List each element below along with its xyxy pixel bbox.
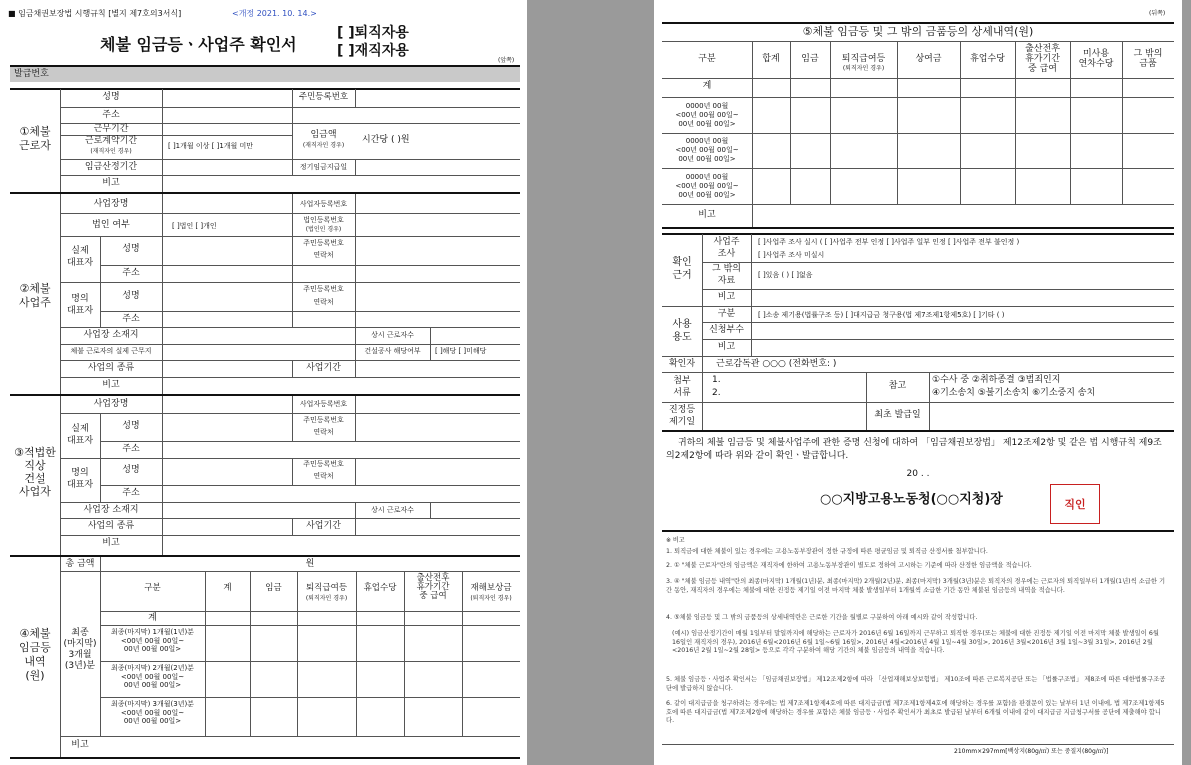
paper-spec: 210mm×297mm[백상지(80g/㎡) 또는 중질지(80g/㎡)] [954, 748, 1109, 755]
s5-row1-label: 0000년 00월 <00년 00월 00일~ 00년 00월 00일> [675, 102, 739, 128]
s4-header-5: 출산전후 휴가기간 중 급여 [416, 573, 450, 601]
s5-header-4: 상여금 [915, 54, 942, 64]
type-employee: [ ]재직자용 [337, 43, 409, 59]
corp-type-options[interactable]: [ ]법인 [ ]개인 [172, 222, 217, 230]
s4-header-0: 구분 [144, 583, 161, 593]
notes-title: ※ 비고 [666, 537, 685, 544]
real-rep-address-label: 주소 [122, 268, 140, 278]
form-back-page [654, 0, 1182, 765]
type-retiree: [ ]퇴직자용 [337, 25, 409, 41]
contractor-nominal-rep-name-label: 성명 [122, 465, 140, 475]
issue-date: 20 . . [906, 469, 930, 479]
s4-row2-period: <00년 00월 00일~ 00년 00월 00일> [120, 673, 185, 689]
note-item: 4. ⑤체불 임금등 및 그 밖의 금품등의 상세내역란은 근로한 기간을 월별로 구분하여 아래 예시와 같이 작성합니다. [666, 614, 978, 621]
contractor-biz-reg-label: 사업자등록번호 [299, 400, 348, 408]
no-investigation-option[interactable]: [ ]사업주 조사 미실시 [758, 251, 825, 259]
biz-location-label: 사업장 소재지 [83, 330, 139, 340]
form-front-page [0, 0, 527, 765]
s4-header-6: 재해보상금 [470, 583, 512, 593]
use-label: 사용 용도 [672, 319, 692, 343]
issue-number-label: 발급번호 [14, 69, 49, 79]
nominal-rep-rrn-label: 주민등록번호 [303, 285, 344, 293]
back-side-label: (뒤쪽) [1149, 10, 1166, 17]
s5-header-5: 휴업수당 [970, 54, 1005, 64]
copies-label: 신청부수 [709, 325, 744, 335]
s5-remark-label: 비고 [698, 210, 716, 220]
s4-header-1: 계 [223, 583, 232, 593]
employer-biz-name-label: 사업장명 [93, 199, 129, 209]
worker-address-field[interactable] [163, 108, 519, 123]
contractor-biz-type-label: 사업의 종류 [87, 521, 135, 531]
contractor-real-rep-label: 실제 대표자 [66, 424, 94, 446]
section3-title: ③적법한 직상 건설 사업자 [14, 446, 56, 498]
s5-header-3: 퇴직급여등 [841, 54, 886, 64]
nominal-rep-contact-label: 연락처 [313, 298, 334, 306]
work-period-label: 근무기간 [93, 124, 129, 134]
contractor-nominal-rep-contact-label: 연락처 [313, 472, 334, 480]
s5-header-1: 합계 [762, 54, 780, 64]
s4-row3-period: <00년 00월 00일~ 00년 00월 00일> [120, 709, 185, 725]
s4-header-4: 휴업수당 [363, 583, 397, 593]
contractor-nominal-rep-address-label: 주소 [122, 488, 140, 498]
biz-type-label: 사업의 종류 [87, 363, 135, 373]
s5-header-0: 구분 [698, 54, 716, 64]
contract-period-options[interactable]: [ ]1개월 이상 [ ]1개월 미만 [168, 142, 254, 150]
worker-name-field[interactable] [163, 90, 291, 106]
real-rep-label: 실제 대표자 [66, 246, 94, 268]
attachment-2: 2. [712, 388, 721, 398]
s4-remark-label: 비고 [71, 740, 89, 750]
real-rep-name-label: 성명 [122, 244, 140, 254]
note-item: 3. ④ "체불 임금등 내역"란의 최종(마지막) 1개월(1년)분, 최종(마지막) 2개월(2년)분, 최종(마지막) 3개월(3년)분은 퇴직자의 경우에는 근로자의 퇴직일부터 1개월(1년)씩 소급한 기간 동안, 재직자의 경우에는 체불에 대한 진정등 제기일 이전 마지막 체불 발생일부터 1개월씩 소급한 기간 동안 체불된 임금등의 내역을 적습니다. [666, 578, 1166, 594]
wage-label: 임금액 [310, 130, 337, 140]
nominal-rep-name-label: 성명 [122, 291, 140, 301]
s4-row2-label: 최종(마지막) 2개월(2년)분 [111, 664, 194, 672]
regular-workers-label: 상시 근로자수 [371, 331, 414, 339]
s5-row2-label: 0000년 00월 <00년 00월 00일~ 00년 00월 00일> [675, 137, 739, 163]
nominal-rep-label: 명의 대표자 [66, 294, 94, 316]
contractor-biz-period-label: 사업기간 [306, 521, 341, 531]
s4-row1-label: 최종(마지막) 1개월(1년)분 [111, 628, 194, 636]
s4-header-note-6: (퇴직자인 경우) [470, 595, 512, 602]
employer-biz-reg-label: 사업자등록번호 [299, 200, 348, 208]
investigation-label: 사업주 조사 [713, 237, 740, 259]
note-item: 5. 체불 임금등ㆍ사업주 확인서는 「임금채권보장법」 제12조제2항에 따라 「산업재해보상보험법」 제10조에 따른 근로복지공단 또는 「법률구조법」 제8조에 따른 대한법률구조공단에 발급하지 않습니다. [666, 676, 1166, 692]
contractor-remark-label: 비고 [102, 538, 120, 548]
issuance-statement: 귀하의 체불 임금등 및 체불사업주에 관한 증명 신청에 대하여 「임금채권보장법」 제12조제2항 및 같은 법 시행규칙 제9조의2제2항에 따라 위와 같이 확인ㆍ발급합니다. [666, 438, 1162, 461]
s5-header-2: 임금 [801, 54, 819, 64]
other-material-label: 그 밖의 자료 [712, 264, 741, 286]
note-item: 2. ① "체불 근로자"란의 임금액은 재직자에 한하여 고용노동부장관이 별도로 정하여 고시하는 기준에 따라 산정한 임금액을 적습니다. [666, 562, 1032, 569]
investigation-options[interactable]: [ ]사업주 조사 실시 ( [ ]사업주 전부 인정 [ ]사업주 일부 인정 [ ]사업주 전부 불인정 ) [758, 238, 1020, 246]
s4-header-note-3: (퇴직자인 경우) [305, 595, 348, 602]
note-item: 6. 같이 대지급금을 청구하려는 경우에는 법 제7조제1항제4호에 따른 대지급금(법 제7조제1항제4호에 해당하는 경우를 포함)을 판결문이 있는 날부터 1년 이내에, 법 제7조제1항제5호에 따른 대지급금(법 제7조제2항에 해당하는 경우를 포함)은 체불 임금등ㆍ사업주 확인서가 최초로 발급된 날부터 6개월 이내에 같이 대지급금 지급청구서를 공단에 제출해야 합니다. [666, 700, 1165, 724]
s5-row3-label: 0000년 00월 <00년 00월 00일~ 00년 00월 00일> [675, 173, 739, 199]
contractor-location-label: 사업장 소재지 [83, 505, 139, 515]
form-title: 체불 임금등ㆍ사업주 확인서 [100, 35, 297, 54]
worker-rrn-field[interactable] [356, 90, 519, 106]
contractor-nominal-rep-rrn-label: 주민등록번호 [303, 460, 344, 468]
reference-label: 참고 [888, 381, 907, 391]
s5-header-6: 출산전후 휴가기간 중 급여 [1025, 44, 1060, 74]
s5-sum-label: 계 [702, 81, 712, 91]
note-item: 1. 퇴직금에 대한 체불이 있는 경우에는 고용노동부장관이 정한 규정에 따른 평균임금 및 퇴직금 산정서를 첨부합니다. [666, 548, 988, 555]
other-material-options[interactable]: [ ]있음 ( ) [ ]없음 [758, 271, 813, 279]
nominal-rep-address-label: 주소 [122, 314, 140, 324]
basis-remark-label: 비고 [717, 292, 736, 302]
s4-row1-period: <00년 00월 00일~ 00년 00월 00일> [120, 637, 185, 653]
worker-rrn-label: 주민등록번호 [298, 92, 349, 102]
basis-label: 확인 근거 [672, 257, 692, 281]
section2-title: ②체불 사업주 [19, 282, 51, 309]
total-amount-label: 총 금액 [65, 559, 95, 569]
worker-remark-label: 비고 [102, 178, 120, 188]
contractor-real-rep-address-label: 주소 [122, 444, 140, 454]
issuing-office: ○○지방고용노동청(○○지청)장 [820, 492, 1003, 507]
front-side-label: (앞쪽) [498, 57, 515, 64]
s4-header-2: 임금 [265, 583, 282, 593]
total-amount-won: 원 [305, 559, 315, 569]
s4-header-3: 퇴직급여등 [305, 583, 348, 593]
use-type-label: 구분 [717, 309, 736, 319]
corp-reg-note: (법인인 경우) [305, 226, 342, 233]
corp-type-label: 법인 여부 [92, 220, 130, 230]
real-rep-rrn-label: 주민등록번호 [303, 239, 344, 247]
reference-line-1: ①수사 중 ②취하종결 ③범죄인지 [932, 375, 1061, 385]
attachments-label: 첨부 서류 [673, 376, 691, 398]
contractor-real-rep-rrn-label: 주민등록번호 [303, 416, 344, 424]
contract-period-note: (재직자인 경우) [90, 148, 132, 155]
regular-payday-label: 정기임금지급일 [299, 163, 348, 171]
confirmer-value: 근로감독관 ○○○ (전화번호: ) [716, 359, 837, 369]
construction-options[interactable]: [ ]해당 [ ]미해당 [435, 347, 487, 355]
last-three-months-label: 최종 (마지막) 3개월 (3년)분 [63, 628, 97, 671]
s5-header-note-3: (퇴직자인 경우) [842, 65, 885, 72]
note-item: (예시) 임금산정기간이 매월 1일부터 말일까지에 해당하는 근로자가 2016년 6월 16일까지 근무하고 퇴직한 경우(또는 체불에 대한 진정등 제기일 이전 마지막 체불 발생일이 6월 16일인 재직자의 경우), 2016년 6월<2016년 6월 1일~6월 16일>, 2016년 4월<2016년 4월 1일~4월 30일>, 2016년 3월<2016년 3월 1일~3월 31일>, 2016년 2월<2016년 2월 1일~2월 28일> 등으로 각각 구분하여 해당 기간의 체불 임금등의 내역을 적습니다. [672, 630, 1159, 654]
construction-label: 건설공사 해당여부 [364, 347, 421, 355]
section4-title: ④체불 임금등 내역 (원) [19, 627, 51, 682]
calc-period-label: 임금산정기간 [84, 162, 138, 172]
petition-date-label: 진정등 제기일 [668, 405, 696, 427]
use-type-options[interactable]: [ ]소송 제기용(법률구조 등) [ ]대지급금 청구용(법 제7조제1항제5호) [ ]기타 ( ) [758, 311, 1005, 319]
corp-reg-label: 법인등록번호 [303, 216, 344, 224]
revision-date: <개정 2021. 10. 14.> [232, 9, 317, 18]
contractor-biz-name-label: 사업장명 [93, 399, 129, 409]
section1-title: ①체불 근로자 [19, 125, 51, 152]
contractor-real-rep-name-label: 성명 [122, 421, 140, 431]
use-remark-label: 비고 [717, 342, 736, 352]
contract-period-label: 근로계약기간 [84, 136, 138, 146]
first-issue-label: 최초 발급일 [874, 410, 921, 420]
contractor-nominal-rep-label: 명의 대표자 [66, 468, 94, 490]
confirmer-label: 확인자 [668, 359, 696, 369]
s4-row3-label: 최종(마지막) 3개월(3년)분 [111, 700, 194, 708]
real-rep-contact-label: 연락처 [313, 251, 334, 259]
attachment-1: 1. [712, 375, 721, 385]
s5-header-7: 미사용 연차수당 [1078, 49, 1114, 69]
employer-remark-label: 비고 [102, 380, 120, 390]
worker-name-label: 성명 [102, 92, 120, 102]
contractor-workers-label: 상시 근로자수 [371, 506, 414, 514]
reference-line-2: ④기소송치 ⑤불기소송치 ⑥기소중지 송치 [932, 388, 1096, 398]
form-header: ■ 임금채권보장법 시행규칙 [별지 제7호의3서식] [8, 9, 182, 18]
hourly-wage-field[interactable]: 시간당 ( )원 [362, 135, 410, 145]
wage-note: (재직자인 경우) [302, 142, 345, 149]
contractor-real-rep-contact-label: 연락처 [313, 428, 334, 436]
biz-period-label: 사업기간 [306, 363, 341, 373]
s5-header-8: 그 밖의 금품 [1133, 49, 1163, 69]
official-seal-stamp: 직인 [1050, 484, 1100, 524]
section5-title: ⑤체불 임금등 및 그 밖의 금품등의 상세내역(원) [802, 25, 1034, 38]
s4-sum-label: 계 [148, 613, 157, 623]
worker-address-label: 주소 [102, 110, 120, 120]
actual-workplace-label: 체불 근로자의 실제 근무지 [70, 347, 152, 355]
